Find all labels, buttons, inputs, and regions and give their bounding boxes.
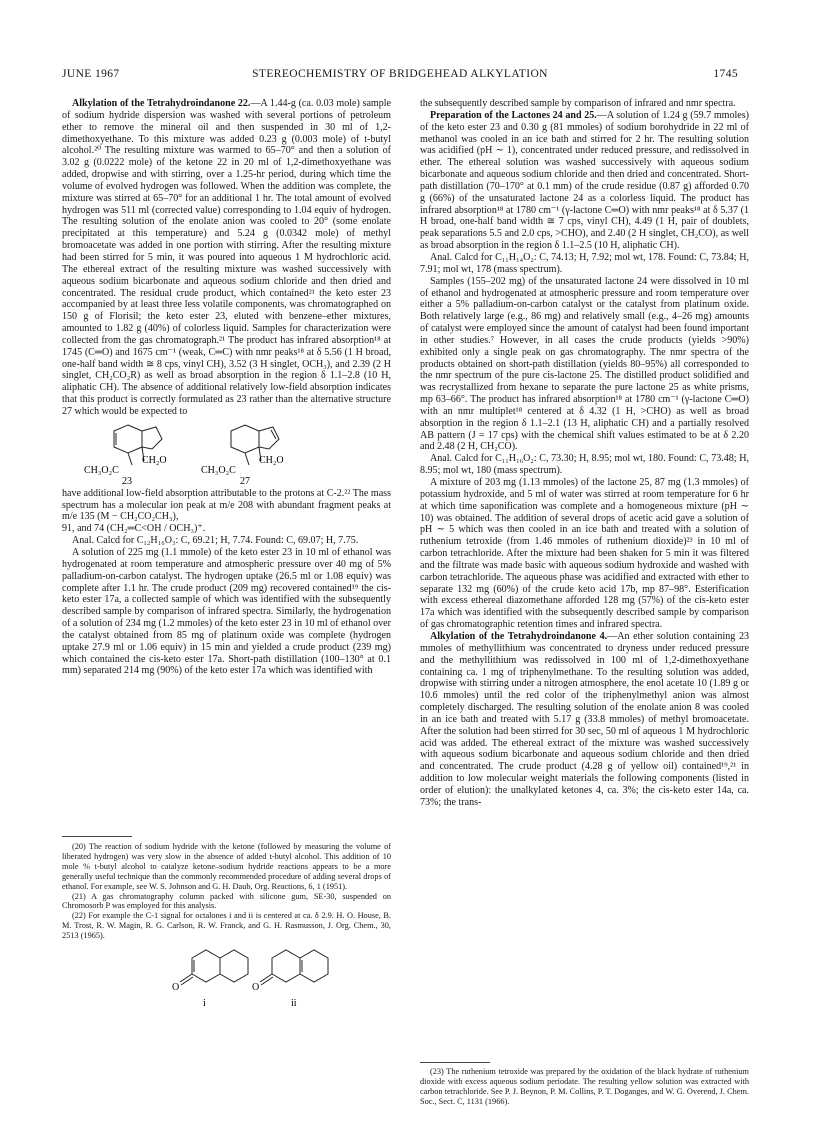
paragraph-alkylation-4: Alkylation of the Tetrahydroindanone 4.—An ether solution containing 23 mmoles of methyllithium was concentrated to dryness under reduced pressure and the methyllithium was redissolved in 100 ml of 1,2-dimethoxyethane containing ca. 1 mg of triphenylmethane. To the resulting solution was added, dropwise with stirring under a nitrogen atmosphere, the enol acetate 10 (1.89 g or 10.6 mmoles) until the red color of the triphenylmethyl anion was almost completely discharged. The resulting solution of the enolate anion 8 was cooled in an ice bath and treated with 5.17 g (33.8 mmoles) of methyl bromoacetate. After the solution had been stirred for 30 sec, 50 ml of aqueous 1 M hydrochloric acid was added. The ethereal extract of the mixture was washed successively with aqueous sodium bicarbonate and aqueous sodium chloride and then dried and concentrated. The crude product (4.28 g of yellow oil) contained¹⁹,²¹ in addition to low molecular weight materials the following components (listed in order of elution): the unalkylated ketones 4, ca. 3%; the cis-keto ester 14a, ca. 73%; the trans-	[420, 630, 749, 808]
paragraph-analysis-25: Anal. Calcd for C₁₁H₁₆O₂: C, 73.30; H, 8.95; mol wt, 180. Found: C, 73.48; H, 8.95; mol wt, 180 (mass spectrum).	[420, 453, 749, 477]
left-column	[62, 98, 391, 677]
struct-27-ester: CH₃O₂C	[201, 464, 236, 476]
header-title: STEREOCHEMISTRY OF BRIDGEHEAD ALKYLATION	[252, 68, 548, 80]
mol-i-oxygen: O	[172, 982, 180, 994]
header-date: JUNE 1967	[62, 68, 120, 80]
right-column	[420, 98, 749, 809]
running-header	[62, 68, 738, 84]
mol-label-i: i	[203, 998, 206, 1010]
struct-23-ch2o: CH₂O	[142, 454, 167, 466]
struct-23-ester: CH₃O₂C	[84, 464, 119, 476]
footnote-23: (23) The ruthenium tetroxide was prepared by the oxidation of the black hydrate of ruthenium dioxide with excess aqueous sodium periodate. The resulting yellow solution was extracted with carbon tetrachloride. See P. J. Beynon, P. M. Collins, P. T. Doganges, and W. G. Overend, J. Chem. Soc., Sect. C, 1131 (1966).	[420, 1067, 749, 1106]
struct-27-ch2o: CH₂O	[259, 454, 284, 466]
footnote-rule-left	[62, 836, 132, 837]
footnote-21: (21) A gas chromatography column packed with silicone gum, SE-30, suspended on Chromosorb P was employed for this analysis.	[62, 891, 391, 911]
right-footnotes	[420, 1067, 749, 1107]
paragraph-analysis-23: Anal. Calcd for C₁₂H₁₆O₃: C, 69.21; H, 7.74. Found: C, 69.07; H, 7.75.	[72, 535, 359, 547]
paragraph-alkylation-22: Alkylation of the Tetrahydroindanone 22.—A 1.44-g (ca. 0.03 mole) sample of sodium hydride dispersion was washed with several portions of petroleum ether to remove the mineral oil and then suspended in 30 ml of 1,2-dimethoxyethane. To this mixture was added 0.23 g (0.003 mole) of t-butyl alcohol.²⁰ The resulting mixture was warmed to 65–70° and then a solution of 3.02 g (0.0222 mole) of the ketone 22 in 20 ml of 1,2-dimethoxyethane was added, dropwise and with stirring, over a 1.25-hr period, during which time the volume of evolved hydrogen was followed. When the addition was complete, the mixture was stirred at 65–70° for an additional 1 hr. The total amount of evolved hydrogen was 511 ml (corrected value) corresponding to 1.04 equiv of hydrogen. The resulting solution of the enolate anion was cooled to 20° (some enolate precipitated at this temperature) and 5.24 g (0.0342 mole) of methyl bromoacetate was added in one portion with stirring. After the resulting mixture had been stirred for 5 min, it was poured into aqueous 1 M hydrochloric acid. The ethereal extract of the resulting mixture was washed successively with aqueous sodium bicarbonate and aqueous sodium chloride and then dried and concentrated. The residual crude product, which contained²¹ the keto ester 23 accompanied by at least three less volatile components, was chromatographed on 150 g of Florisil; the keto ester 23, eluted with benzene–ether mixtures, amounted to 1.82 g (40%) of colorless liquid. Samples for characterization were collected from the gas chromatograph.²¹ The product has infrared absorption¹⁸ at 1745 (C═O) and 1675 cm⁻¹ (weak, C═C) with nmr peaks¹⁸ at δ 5.56 (1 H broad, one-half band width ≅ 8 cps, vinyl CH), 3.52 (3 H singlet, OCH₃), and 2.39 (2 H singlet, CH₂CO₂R) as well as broad absorption in the region δ 1.1–2.8 (10 H, aliphatic CH). The absence of additional relatively low-field absorption indicates that this product is correctly formulated as 23 rather than the alternative structure 27 which would be expected to	[62, 98, 391, 417]
structures-23-27	[62, 421, 391, 485]
structures-i-ii	[62, 944, 391, 1012]
paragraph-fragment-peaks: 91, and 74 (CH₂═C<OH / OCH₃)⁺.	[62, 523, 206, 535]
mol-ii-oxygen: O	[252, 982, 260, 994]
paragraph-lactones: Preparation of the Lactones 24 and 25.—A solution of 1.24 g (59.7 mmoles) of the keto ester 23 and 0.30 g (81 mmoles) of sodium borohydride in 22 ml of methanol was cooled in an ice bath and stirred for 2 hr. The resulting solution was acidified (pH ∼ 1), concentrated under reduced pressure, and redissolved in ether. The ethereal solution was washed successively with aqueous sodium bicarbonate and aqueous sodium chloride and then dried and concentrated. Short-path distillation (70–170° at 0.1 mm) of the crude residue (0.87 g) afforded 0.70 g (66%) of the unsaturated lactone 24 as a colorless liquid. The product has infrared absorption¹⁸ at 1780 cm⁻¹ (γ-lactone C═O) with nmr peaks¹⁸ at δ 5.37 (1 H broad, one-half band width ≅ 7 cps, vinyl CH), 4.49 (1 H, pair of doublets, peak separations 5.5 and 2.0 cps, >CHO), and 2.40 (2 H singlet, CH₂CO), as well as broad absorption in the region δ 1.1–2.5 (10 H, aliphatic CH).	[420, 109, 749, 252]
paragraph-analysis-24: Anal. Calcd for C₁₁H₁₄O₂: C, 74.13; H, 7.92; mol wt, 178. Found: C, 73.84; H, 7.91; mol wt, 178 (mass spectrum).	[420, 251, 749, 275]
paragraph-hydrogenation: A solution of 225 mg (1.1 mmole) of the keto ester 23 in 10 ml of ethanol was hydrogenated at room temperature and atmospheric pressure over 40 mg of 5% palladium-on-carbon catalyst. The hydrogen uptake (26.5 ml or 1.08 equiv) was complete after 1.1 hr. The crude product (209 mg) recovered contained¹⁹ the cis-keto ester 17a, a collected sample of which was identified with the subsequently described sample by comparison of infrared spectra. Similarly, the hydrogenation of a solution of 234 mg (1.2 mmoles) of the keto ester 23 in 10 ml of ethanol over the catalyst obtained from 85 mg of platinum oxide was complete (hydrogen uptake 27.9 ml or 1.06 equiv) in 15 min and yielded a crude product (239 mg) which contained the cis-keto ester 17a. Short-path distillation (100–130° at 0.1 mm) separated 214 mg (90%) of the keto ester 17a which was identified with	[62, 547, 391, 677]
mol-label-ii: ii	[291, 998, 297, 1010]
section-heading: Preparation of the Lactones 24 and 25.	[430, 109, 597, 121]
paragraph-hydrogenation-24: Samples (155–202 mg) of the unsaturated lactone 24 were dissolved in 10 ml of ethanol and hydrogenated at atmospheric pressure and room temperature over either a 5% palladium-on-carbon catalyst or the catalyst from platinum oxide. Both relatively large (e.g., 86 mg) and relatively small (e.g., 4–26 mg) amounts of catalyst were employed since the amount of catalyst had been found important in other studies.⁷ However, in all cases the crude products (yields >90%) exhibited only a single peak on gas chromatography. The nmr spectra of the products obtained on short-path distillation (yields 80–95%) all corresponded to the nmr spectrum of the pure cis-lactone 25. The distilled product solidified and was recrystallized from hexane to separate the pure lactone 25 as white prisms, mp 63–66°. The product has infrared absorption¹⁸ at 1780 cm⁻¹ (γ-lactone C═O) with an nmr multiplet¹⁸ centered at δ 4.32 (1 H, >CHO) as well as broad absorption in the region δ 1.1–2.1 (13 H, aliphatic CH) and a partially resolved AB pattern (J = 17 cps) with the chemical shift values estimated to be at δ 2.20 and 2.48 (2 H, CH₂CO).	[420, 275, 749, 453]
paragraph-mass-spectrum: have additional low-field absorption attributable to the protons at C-2.²² The mass spectrum has a molecular ion peak at m/e 208 with abundant fragment peaks at m/e 135 (M − CH₂CO₂CH₃),	[62, 487, 391, 523]
footnote-20: (20) The reaction of sodium hydride with the ketone (followed by measuring the volume of liberated hydrogen) was very slow in the absence of added t-butyl alcohol. This addition of 10 mole % t-butyl alcohol to catalyze ketone–sodium hydride reactions appears to be a more generally useful technique than the commonly recommended procedure of adding several drops of ethanol. For example, see W. S. Johnson and G. H. Daub, Org. Reactions, 6, 1 (1951).	[62, 842, 391, 891]
section-heading: Alkylation of the Tetrahydroindanone 4.	[430, 630, 608, 642]
footnote-22: (22) For example the C-1 signal for octalones i and ii is centered at ca. δ 2.9. H. O. House, B. M. Trost, R. W. Magin, R. G. Carlson, R. W. Franck, and G. H. Rasmusson, J. Org. Chem., 30, 2513 (1965).	[62, 911, 391, 941]
page-number: 1745	[713, 68, 738, 80]
compound-number-27: 27	[240, 475, 250, 485]
paragraph-saponification: A mixture of 203 mg (1.13 mmoles) of the lactone 25, 87 mg (1.3 mmoles) of potassium hydroxide, and 5 ml of water was stirred at room temperature for 6 hr at which time saponification was complete and a homogeneous mixture (pH ∼ 10) was obtained. The addition of several drops of acetic acid gave a solution of pH ∼ 5 which was then cooled in an ice bath and treated with a solution of ruthenium tetroxide (from 1.46 mmoles of ruthenium dioxide)²³ in 10 ml of carbon tetrachloride. After the mixture had been shaken for 5 min it was filtered and the filtrate was made basic with aqueous sodium hydroxide and washed with carbon tetrachloride. The aqueous phase was acidified and extracted with ether to separate 132 mg (60%) of the crude keto acid 17b, mp 87–98°. Esterification with excess ethereal diazomethane afforded 128 mg (57%) of the cis-keto ester 17a which was identified with the subsequently described sample by comparison of gas chromatographic retention times and infrared spectra.	[420, 477, 749, 631]
left-footnotes	[62, 842, 391, 1015]
compound-number-23: 23	[122, 475, 132, 485]
paragraph-continuation: the subsequently described sample by comparison of infrared and nmr spectra.	[420, 98, 736, 109]
footnote-rule-right	[420, 1062, 490, 1063]
section-heading: Alkylation of the Tetrahydroindanone 22.	[72, 98, 251, 109]
